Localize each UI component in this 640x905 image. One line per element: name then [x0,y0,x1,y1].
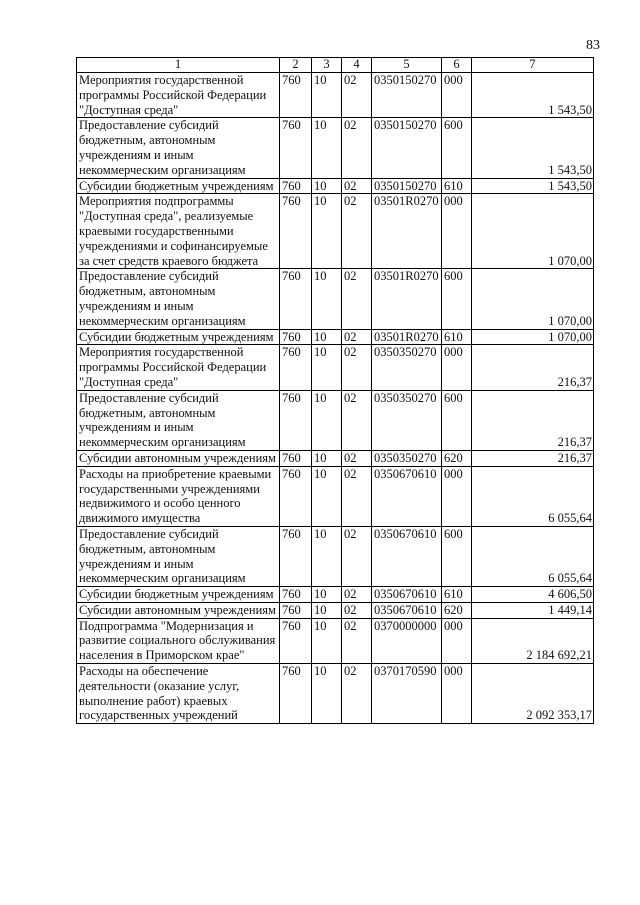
ministry-code-cell: 760 [280,602,312,618]
section-code-cell: 10 [312,345,342,390]
amount-cell: 2 184 692,21 [472,618,594,663]
ministry-code-cell: 760 [280,269,312,329]
table-row [77,587,594,603]
target-article-cell: 0370170590 [372,664,442,724]
subsection-code-cell: 02 [342,118,372,178]
target-article-cell: 0350670610 [372,602,442,618]
section-code-cell: 10 [312,73,342,118]
subsection-code-cell: 02 [342,390,372,450]
section-code-cell: 10 [312,587,342,603]
section-code-cell: 10 [312,664,342,724]
row-name-cell: Предоставление субсидий бюджетным, автономным учреждениям и иным некоммерческим организациям [77,526,280,586]
amount-cell: 1 070,00 [472,329,594,345]
amount-cell: 1 543,50 [472,178,594,194]
expense-type-cell: 600 [442,118,472,178]
expense-type-cell: 000 [442,73,472,118]
target-article-cell: 03501R0270 [372,194,442,269]
section-code-cell: 10 [312,450,342,466]
table-row [77,526,594,586]
header-col-7: 7 [472,58,594,73]
row-name-cell: Субсидии бюджетным учреждениям [77,587,280,603]
subsection-code-cell: 02 [342,450,372,466]
expense-type-cell: 000 [442,466,472,526]
table-row [77,664,594,724]
subsection-code-cell: 02 [342,602,372,618]
subsection-code-cell: 02 [342,269,372,329]
header-col-6: 6 [442,58,472,73]
expense-type-cell: 610 [442,329,472,345]
amount-cell: 6 055,64 [472,526,594,586]
expense-type-cell: 600 [442,390,472,450]
row-name-cell: Мероприятия государственной программы Российской Федерации "Доступная среда" [77,73,280,118]
expense-type-cell: 610 [442,178,472,194]
page-number: 83 [586,38,600,53]
subsection-code-cell: 02 [342,194,372,269]
expense-type-cell: 000 [442,194,472,269]
table-row [77,618,594,663]
section-code-cell: 10 [312,178,342,194]
row-name-cell: Мероприятия государственной программы Российской Федерации "Доступная среда" [77,345,280,390]
header-col-4: 4 [342,58,372,73]
subsection-code-cell: 02 [342,178,372,194]
budget-table [76,57,594,724]
table-row [77,602,594,618]
target-article-cell: 0350670610 [372,587,442,603]
subsection-code-cell: 02 [342,664,372,724]
section-code-cell: 10 [312,118,342,178]
amount-cell: 6 055,64 [472,466,594,526]
row-name-cell: Субсидии бюджетным учреждениям [77,329,280,345]
amount-cell: 216,37 [472,450,594,466]
header-col-3: 3 [312,58,342,73]
expense-type-cell: 600 [442,526,472,586]
ministry-code-cell: 760 [280,664,312,724]
ministry-code-cell: 760 [280,587,312,603]
table-row [77,450,594,466]
subsection-code-cell: 02 [342,345,372,390]
row-name-cell: Субсидии бюджетным учреждениям [77,178,280,194]
header-row [77,58,594,73]
header-col-1: 1 [77,58,280,73]
table-row [77,118,594,178]
target-article-cell: 0350350270 [372,390,442,450]
subsection-code-cell: 02 [342,526,372,586]
target-article-cell: 03501R0270 [372,329,442,345]
amount-cell: 1 543,50 [472,118,594,178]
target-article-cell: 0350670610 [372,466,442,526]
section-code-cell: 10 [312,618,342,663]
amount-cell: 1 449,14 [472,602,594,618]
amount-cell: 4 606,50 [472,587,594,603]
table-row [77,329,594,345]
ministry-code-cell: 760 [280,390,312,450]
amount-cell: 216,37 [472,345,594,390]
expense-type-cell: 610 [442,587,472,603]
ministry-code-cell: 760 [280,450,312,466]
expense-type-cell: 620 [442,602,472,618]
ministry-code-cell: 760 [280,526,312,586]
table-body [77,73,594,724]
table-row [77,269,594,329]
row-name-cell: Предоставление субсидий бюджетным, автономным учреждениям и иным некоммерческим организациям [77,390,280,450]
ministry-code-cell: 760 [280,329,312,345]
section-code-cell: 10 [312,329,342,345]
table-row [77,466,594,526]
ministry-code-cell: 760 [280,618,312,663]
ministry-code-cell: 760 [280,194,312,269]
amount-cell: 216,37 [472,390,594,450]
amount-cell: 1 070,00 [472,269,594,329]
row-name-cell: Расходы на приобретение краевыми государственными учреждениями недвижимого и особо ценного движимого имущества [77,466,280,526]
row-name-cell: Предоставление субсидий бюджетным, автономным учреждениям и иным некоммерческим организациям [77,118,280,178]
table-row [77,194,594,269]
target-article-cell: 0350150270 [372,73,442,118]
amount-cell: 1 070,00 [472,194,594,269]
table-row [77,390,594,450]
ministry-code-cell: 760 [280,345,312,390]
target-article-cell: 03501R0270 [372,269,442,329]
target-article-cell: 0370000000 [372,618,442,663]
subsection-code-cell: 02 [342,587,372,603]
section-code-cell: 10 [312,194,342,269]
section-code-cell: 10 [312,269,342,329]
section-code-cell: 10 [312,526,342,586]
row-name-cell: Мероприятия подпрограммы "Доступная среда", реализуемые краевыми государственными учреждениями и софинансируемые за счет средств краевого бюджета [77,194,280,269]
section-code-cell: 10 [312,390,342,450]
row-name-cell: Субсидии автономным учреждениям [77,450,280,466]
target-article-cell: 0350670610 [372,526,442,586]
row-name-cell: Подпрограмма "Модернизация и развитие социального обслуживания населения в Приморском крае" [77,618,280,663]
row-name-cell: Предоставление субсидий бюджетным, автономным учреждениям и иным некоммерческим организациям [77,269,280,329]
target-article-cell: 0350350270 [372,345,442,390]
expense-type-cell: 600 [442,269,472,329]
target-article-cell: 0350150270 [372,118,442,178]
expense-type-cell: 000 [442,664,472,724]
target-article-cell: 0350350270 [372,450,442,466]
table-row [77,178,594,194]
subsection-code-cell: 02 [342,329,372,345]
section-code-cell: 10 [312,466,342,526]
subsection-code-cell: 02 [342,466,372,526]
header-col-5: 5 [372,58,442,73]
target-article-cell: 0350150270 [372,178,442,194]
section-code-cell: 10 [312,602,342,618]
amount-cell: 2 092 353,17 [472,664,594,724]
expense-type-cell: 000 [442,618,472,663]
expense-type-cell: 620 [442,450,472,466]
row-name-cell: Расходы на обеспечение деятельности (оказание услуг, выполнение работ) краевых государственных учреждений [77,664,280,724]
ministry-code-cell: 760 [280,466,312,526]
amount-cell: 1 543,50 [472,73,594,118]
expense-type-cell: 000 [442,345,472,390]
subsection-code-cell: 02 [342,618,372,663]
table-row [77,345,594,390]
ministry-code-cell: 760 [280,178,312,194]
table-row [77,73,594,118]
subsection-code-cell: 02 [342,73,372,118]
ministry-code-cell: 760 [280,118,312,178]
ministry-code-cell: 760 [280,73,312,118]
header-col-2: 2 [280,58,312,73]
row-name-cell: Субсидии автономным учреждениям [77,602,280,618]
